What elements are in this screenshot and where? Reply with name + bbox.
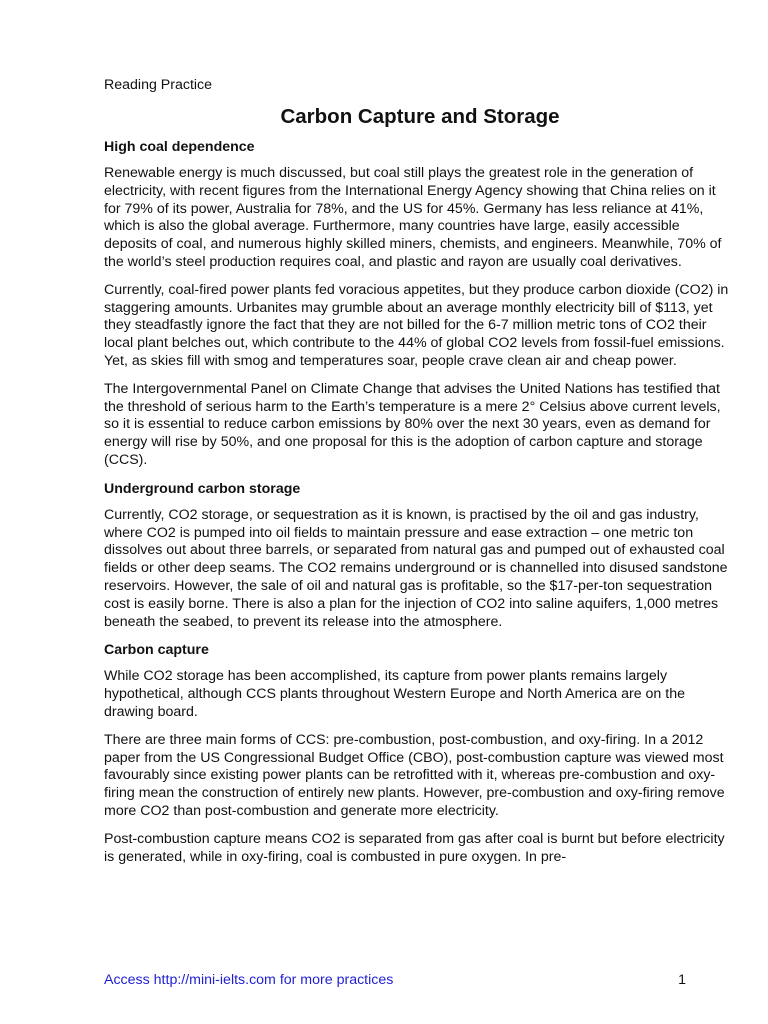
- header-label: Reading Practice: [104, 77, 213, 93]
- paragraph: Currently, coal-fired power plants fed voracious appetites, but they produce carbon dioxide (CO2) in staggering amounts. Urbanites may grumble about an average monthly electricity bill of $113, yet they steadfastly ignore the fact that they are not billed for the 6-7 million metric tons of CO2 their local plant belches out, which contribute to the 44% of global CO2 levels from fossil-fuel emissions. Yet, as skies fill with smog and temperatures soar, people crave clean air and cheap power.: [104, 281, 729, 369]
- document-body: [104, 76, 736, 866]
- paragraph: While CO2 storage has been accomplished, its capture from power plants remains largely hypothetical, although CCS plants throughout Western Europe and North America are on the drawing board.: [104, 668, 685, 720]
- section-heading: High coal dependence: [104, 139, 255, 155]
- paragraph: Currently, CO2 storage, or sequestration as it is known, is practised by the oil and gas industry, where CO2 is pumped into oil fields to maintain pressure and ease extraction – one metric ton dissolves out about three barrels, or separated from natural gas and pumped out of exhausted coal fields or other deep seams. The CO2 remains underground or is channelled into disused sandstone reservoirs. However, the sale of oil and natural gas is profitable, so the $17-per-ton sequestration cost is easily borne. There is also a plan for the injection of CO2 into saline aquifers, 1,000 metres beneath the seabed, to prevent its release into the atmosphere.: [104, 506, 728, 630]
- paragraph: Post-combustion capture means CO2 is separated from gas after coal is burnt but before electricity is generated, while in oxy-firing, coal is combusted in pure oxygen. In pre-: [104, 830, 725, 865]
- section-high-coal-dependence: [104, 138, 736, 470]
- paragraph: Renewable energy is much discussed, but coal still plays the greatest role in the generation of electricity, with recent figures from the International Energy Agency showing that China relies on it for 79% of its power, Australia for 78%, and the US for 45%. Germany has less reliance at 41%, which is also the global average. Furthermore, many countries have large, easily accessible deposits of coal, and numerous highly skilled miners, chemists, and engineers. Meanwhile, 70% of the world’s steel production requires coal, and plastic and rayon are usually coal derivatives.: [104, 165, 722, 270]
- page-number: 1: [678, 972, 686, 988]
- section-heading: Underground carbon storage: [104, 480, 301, 497]
- paragraph: There are three main forms of CCS: pre-combustion, post-combustion, and oxy-firing. In a 2012 paper from the US Congressional Budget Office (CBO), post-combustion capture was viewed most favourably since existing power plants can be retrofitted with it, whereas pre-combustion and oxy-firing mean the construction of entirely new plants. However, pre-combustion and oxy-firing remove more CO2 than post-combustion and generate more electricity.: [104, 731, 725, 819]
- section-carbon-capture: [104, 641, 736, 866]
- document-title: Carbon Capture and Storage: [280, 105, 560, 128]
- paragraph: The Intergovernmental Panel on Climate Change that advises the United Nations has testified that the threshold of serious harm to the Earth’s temperature is a mere 2° Celsius above current levels, so it is essential to reduce carbon emissions by 80% over the next 30 years, even as demand for energy will rise by 50%, and one proposal for this is the adoption of carbon capture and storage (CCS).: [104, 380, 721, 468]
- page-footer: [104, 971, 686, 991]
- footer-link[interactable]: Access http://mini-ielts.com for more practices: [104, 972, 394, 988]
- section-heading: Carbon capture: [104, 642, 209, 659]
- section-underground-carbon-storage: [104, 480, 736, 632]
